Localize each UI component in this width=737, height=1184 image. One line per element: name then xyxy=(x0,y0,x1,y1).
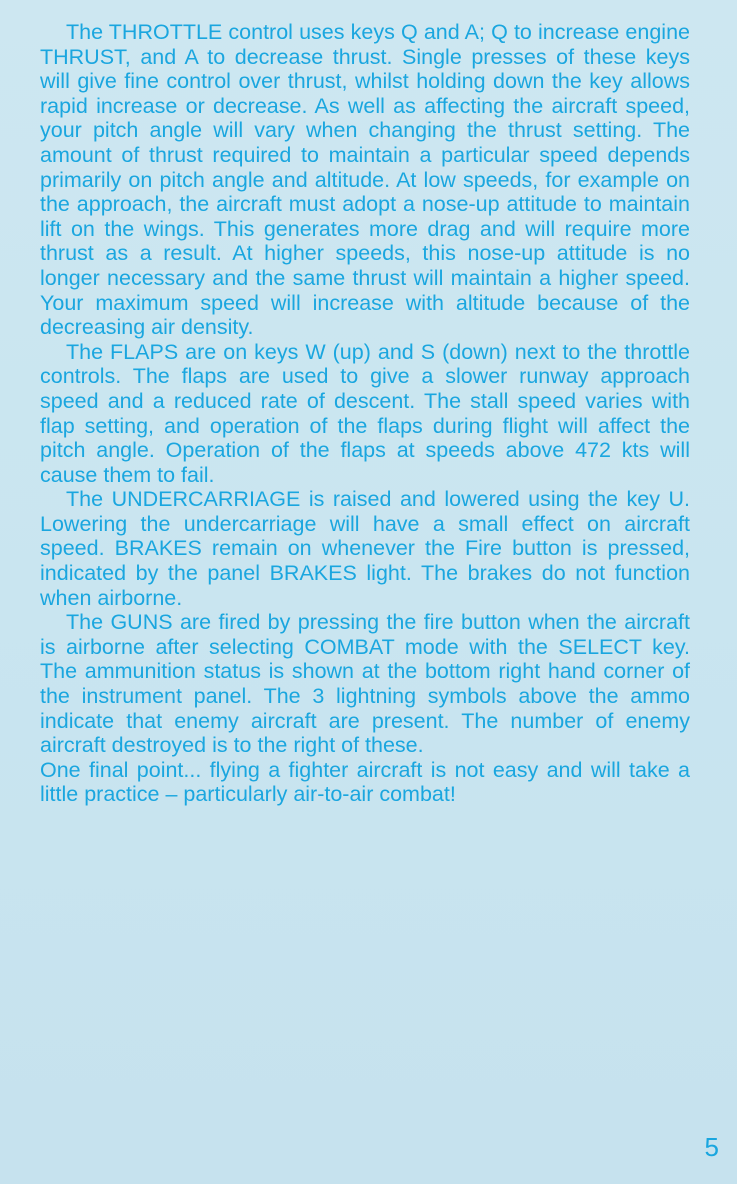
paragraph-final-point: One final point... flying a fighter aircraft is not easy and will take a little practice – particularly air-to-air combat! xyxy=(40,757,690,807)
paragraph-guns: The GUNS are fired by pressing the fire button when the aircraft is airborne after selecting COMBAT mode with the SELECT key. The ammunition status is shown at the bottom right hand corner of the instrument panel. The 3 lightning symbols above the ammo indicate that enemy aircraft are present. The number of enemy aircraft destroyed is to the right of these. xyxy=(40,610,690,758)
paragraph-throttle: The THROTTLE control uses keys Q and A; Q to increase engine THRUST, and A to decrease thrust. Single presses of these keys will give fine control over thrust, whilst holding down the key allows rapid increase or decrease. As well as affecting the aircraft speed, your pitch angle will vary when changing the thrust setting. The amount of thrust required to maintain a particular speed depends primarily on pitch angle and altitude. At low speeds, for example on the approach, the aircraft must adopt a nose-up attitude to maintain lift on the wings. This generates more drag and will require more thrust as a result. At higher speeds, this nose-up attitude is no longer necessary and the same thrust will maintain a higher speed. Your maximum speed will increase with altitude because of the decreasing air density. xyxy=(40,20,690,340)
body-text xyxy=(40,20,690,807)
page-number: 5 xyxy=(704,1132,719,1162)
paragraph-undercarriage: The UNDERCARRIAGE is raised and lowered using the key U. Lowering the undercarriage will have a small effect on aircraft speed. BRAKES remain on whenever the Fire button is pressed, indicated by the panel BRAKES light. The brakes do not function when airborne. xyxy=(40,487,690,610)
paragraph-flaps: The FLAPS are on keys W (up) and S (down) next to the throttle controls. The flaps are used to give a slower runway approach speed and a reduced rate of descent. The stall speed varies with flap setting, and operation of the flaps during flight will affect the pitch angle. Operation of the flaps at speeds above 472 kts will cause them to fail. xyxy=(40,339,690,487)
